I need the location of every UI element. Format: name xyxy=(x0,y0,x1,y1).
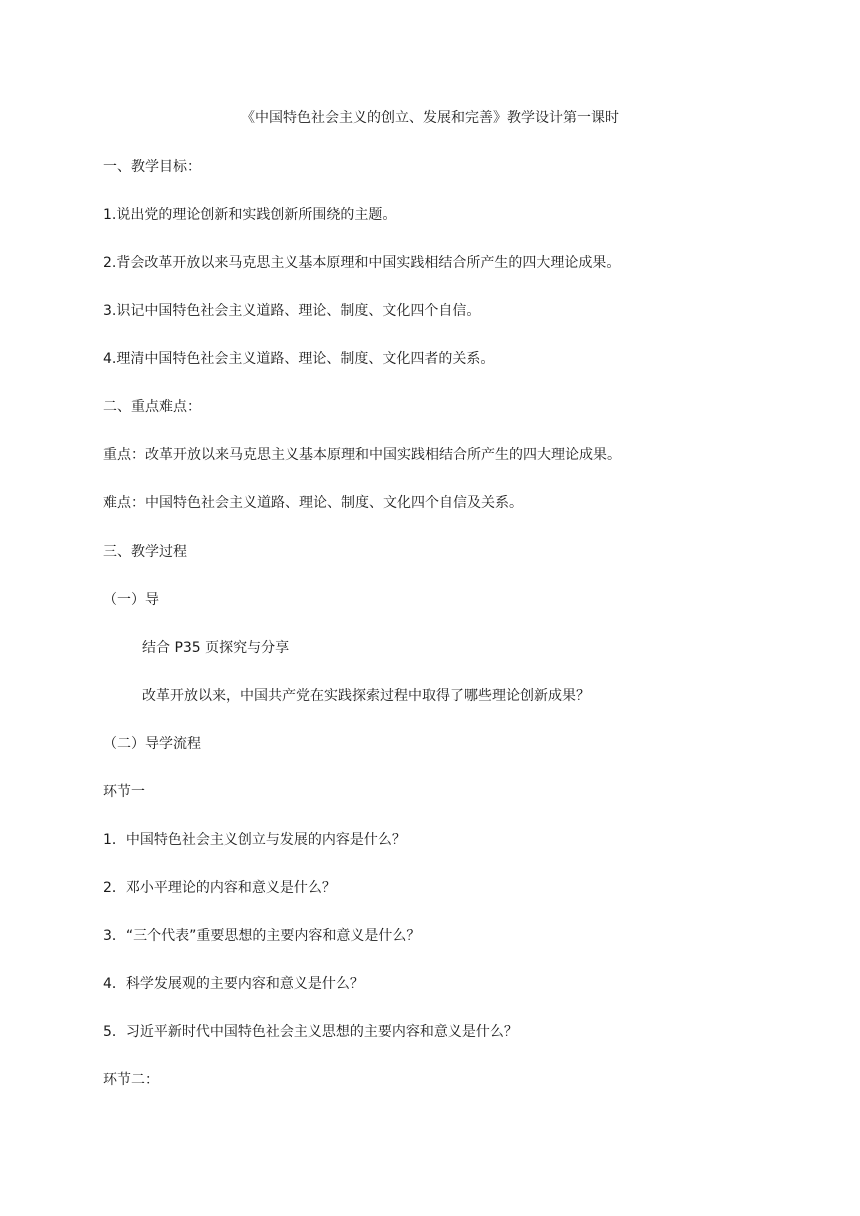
section-heading-process: 三、教学过程 xyxy=(103,544,187,560)
objective-item: 1.说出党的理论创新和实践创新所围绕的主题。 xyxy=(103,207,397,223)
subsection-heading-flow: （二）导学流程 xyxy=(103,736,201,752)
question-item: 1．中国特色社会主义创立与发展的内容是什么？ xyxy=(103,832,406,848)
subsection-heading-intro: （一）导 xyxy=(103,592,159,608)
difficult-point: 难点：中国特色社会主义道路、理论、制度、文化四个自信及关系。 xyxy=(103,495,523,511)
stage-heading-one: 环节一 xyxy=(103,784,145,800)
question-item: 4．科学发展观的主要内容和意义是什么？ xyxy=(103,976,364,992)
question-item: 5．习近平新时代中国特色社会主义思想的主要内容和意义是什么？ xyxy=(103,1024,518,1040)
intro-question: 改革开放以来，中国共产党在实践探索过程中取得了哪些理论创新成果？ xyxy=(142,688,590,704)
section-heading-key-points: 二、重点难点： xyxy=(103,399,201,415)
stage-heading-two: 环节二： xyxy=(103,1072,159,1088)
section-heading-objectives: 一、教学目标： xyxy=(103,159,201,175)
question-item: 2．邓小平理论的内容和意义是什么？ xyxy=(103,880,336,896)
document-title: 《中国特色社会主义的创立、发展和完善》教学设计第一课时 xyxy=(241,110,619,126)
objective-item: 2.背会改革开放以来马克思主义基本原理和中国实践相结合所产生的四大理论成果。 xyxy=(103,255,621,271)
intro-text: 结合 P35 页探究与分享 xyxy=(142,640,290,656)
objective-item: 4.理清中国特色社会主义道路、理论、制度、文化四者的关系。 xyxy=(103,351,495,367)
objective-item: 3.识记中国特色社会主义道路、理论、制度、文化四个自信。 xyxy=(103,303,481,319)
key-point: 重点：改革开放以来马克思主义基本原理和中国实践相结合所产生的四大理论成果。 xyxy=(103,447,621,463)
question-item: 3．“三个代表”重要思想的主要内容和意义是什么？ xyxy=(103,928,421,944)
